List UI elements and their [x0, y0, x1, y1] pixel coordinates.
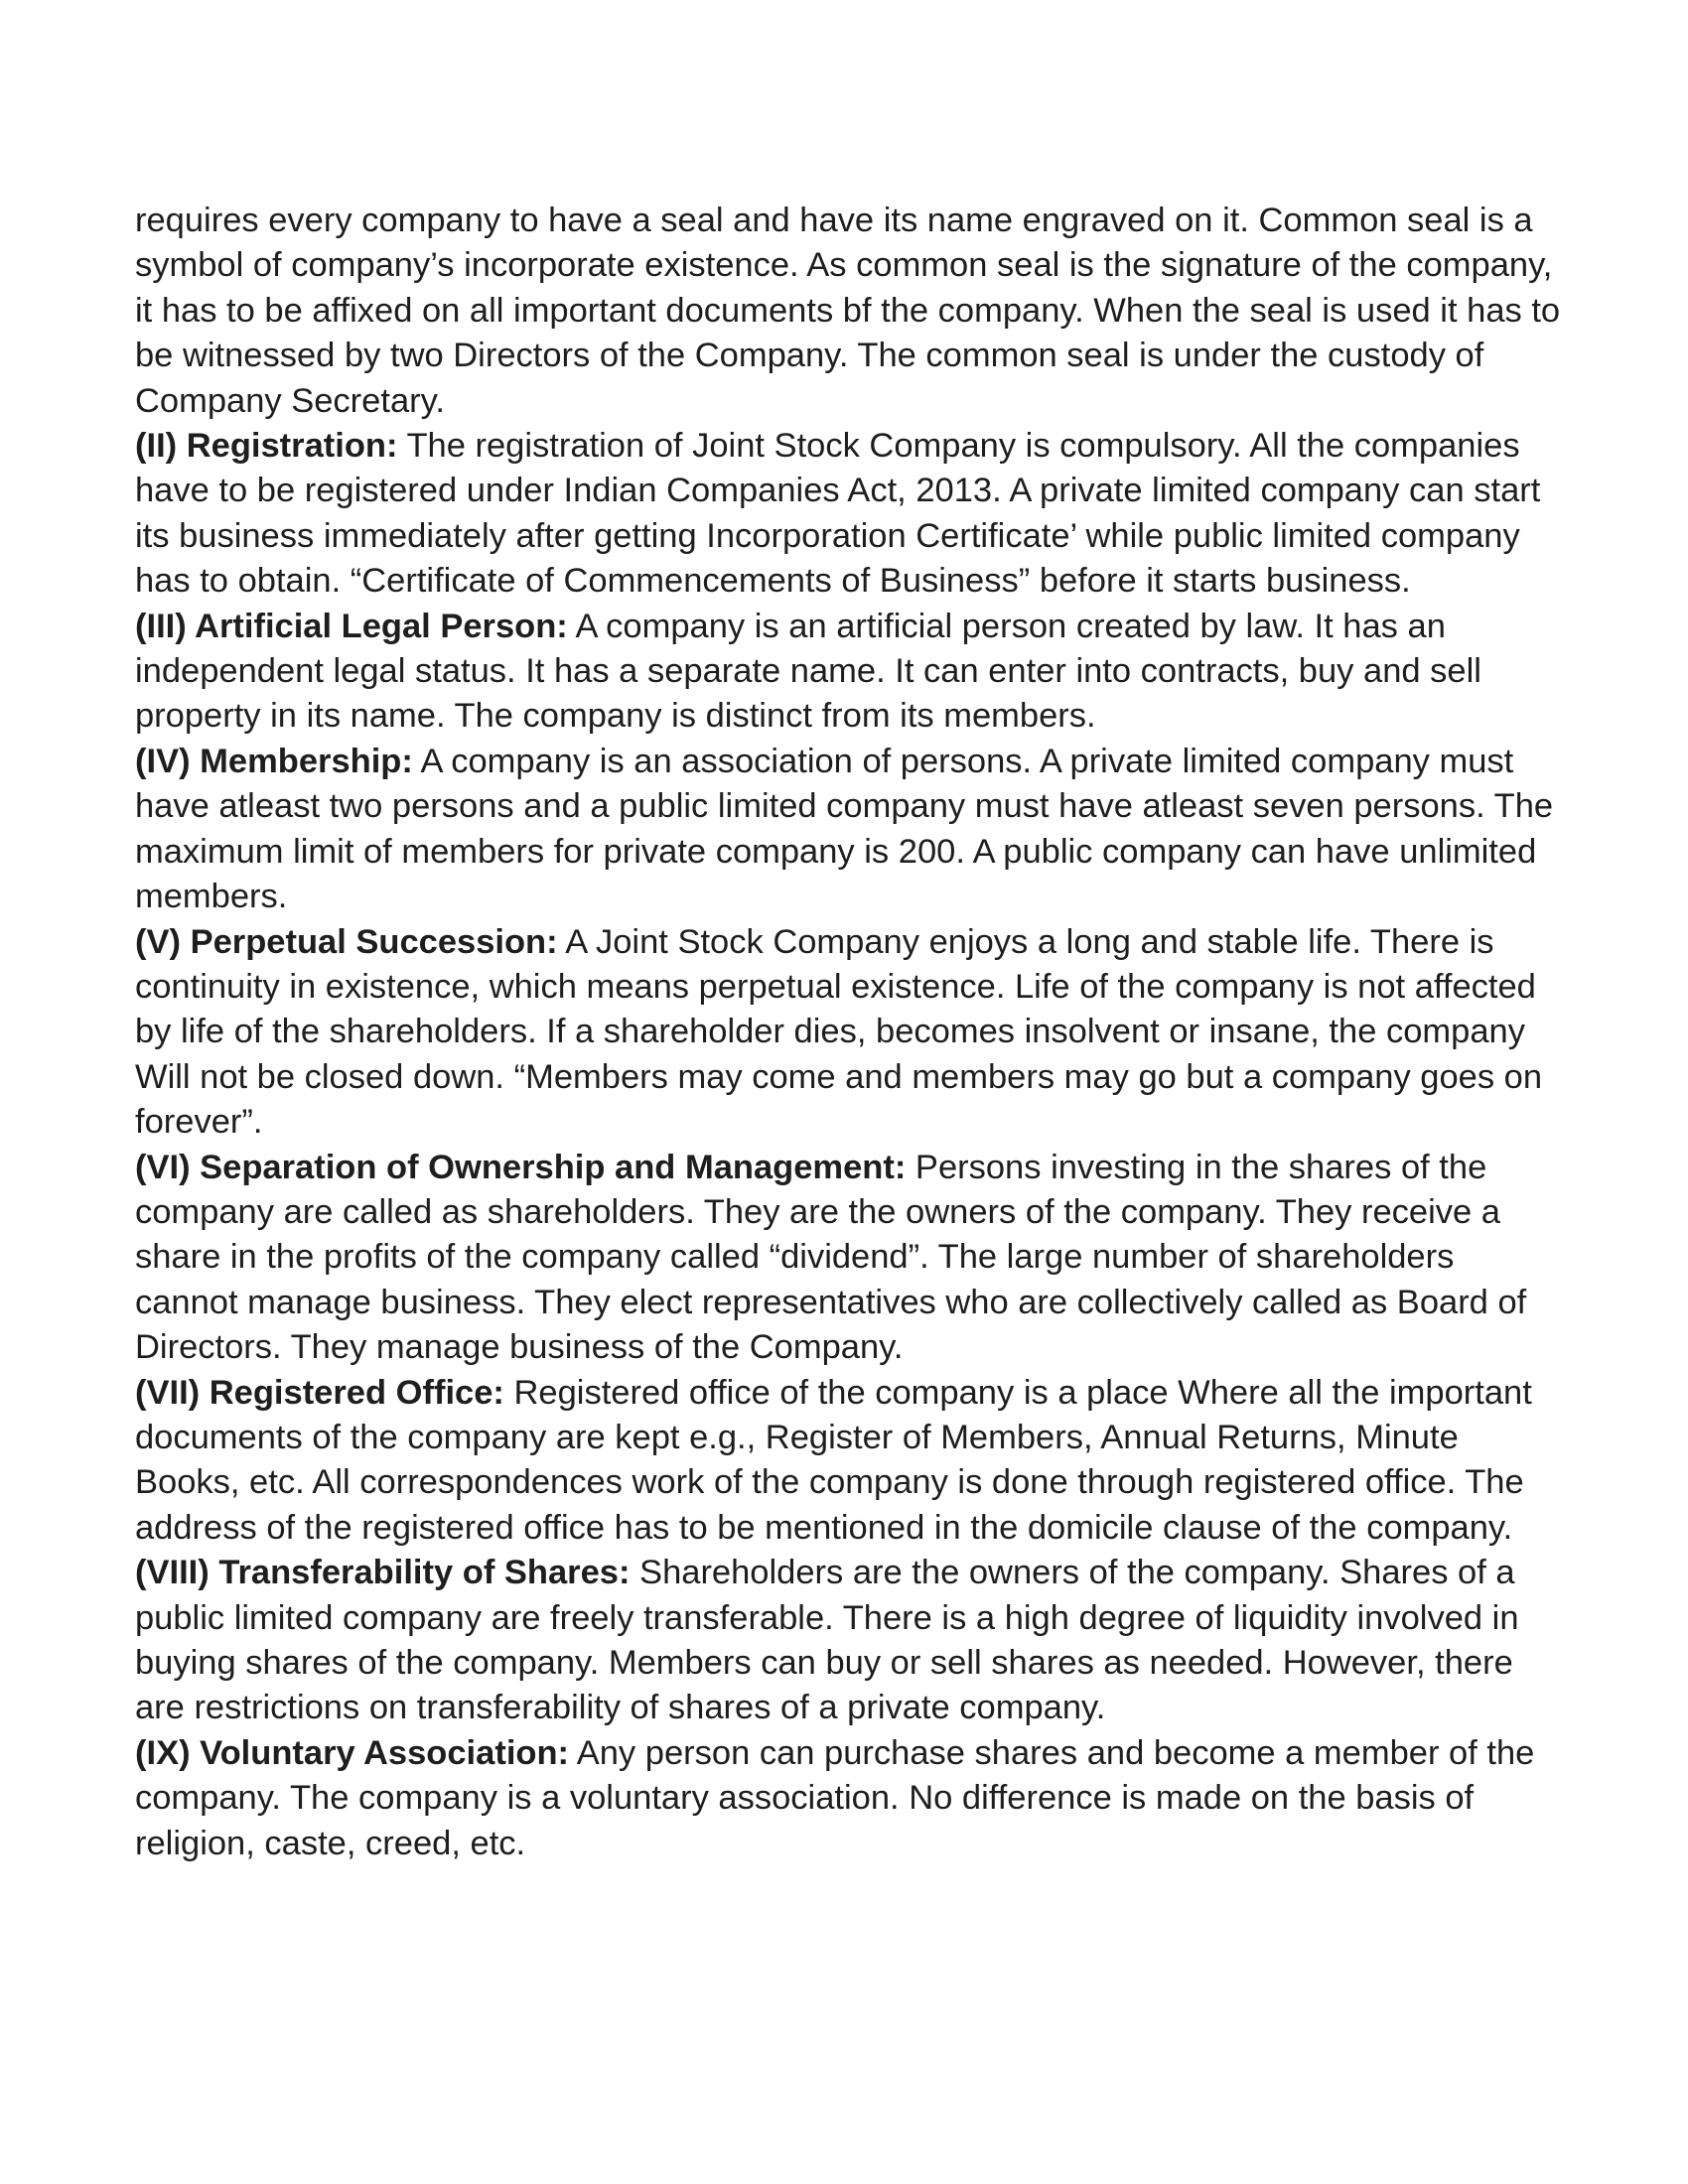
section-heading: (V) Perpetual Succession: — [135, 922, 558, 961]
section-membership — [135, 740, 1565, 920]
section-transferability-of-shares — [135, 1551, 1565, 1731]
section-body: A company is an artificial person created by law. It has an independent legal status. It has a separate name. It can enter into contracts, buy and sell property in its name. The company is distinct from its members. — [135, 607, 1481, 736]
section-heading: (III) Artificial Legal Person: — [135, 607, 568, 645]
section-registration — [135, 424, 1565, 605]
section-body: Any person can purchase shares and become a member of the company. The company is a voluntary association. No difference is made on the basis of religion, caste, creed, etc. — [135, 1733, 1535, 1862]
section-separation-of-ownership — [135, 1146, 1565, 1371]
section-heading: (IV) Membership: — [135, 742, 413, 780]
section-perpetual-succession — [135, 920, 1565, 1146]
section-heading: (VI) Separation of Ownership and Management: — [135, 1148, 907, 1186]
section-voluntary-association — [135, 1731, 1565, 1866]
section-heading: (II) Registration: — [135, 427, 398, 466]
section-heading: (VIII) Transferability of Shares: — [135, 1554, 631, 1592]
section-heading: (VII) Registered Office: — [135, 1373, 504, 1412]
section-body: Persons investing in the shares of the company are called as shareholders. They are the owners of the company. They receive a share in the profits of the company called “dividend”. The large number of shareholders cannot manage business. They elect representatives who are collectively called as Board of Directors. They manage business of the Company. — [135, 1148, 1527, 1367]
section-artificial-legal-person — [135, 605, 1565, 740]
section-body: Registered office of the company is a place Where all the important documents of the company are kept e.g., Register of Members, Annual Returns, Minute Books, etc. All correspondences work of the company is done through registered office. The address of the registered office has to be mentioned in the domicile clause of the company. — [135, 1373, 1532, 1547]
section-body: A Joint Stock Company enjoys a long and stable life. There is continuity in existence, which means perpetual existence. Life of the company is not affected by life of the shareholders. If a shareholder dies, becomes insolvent or insane, the company Will not be closed down. “Members may come and members may go but a company goes on forever”. — [135, 922, 1543, 1142]
document-page — [135, 199, 1565, 1866]
section-registered-office — [135, 1371, 1565, 1552]
section-body: The registration of Joint Stock Company is compulsory. All the companies have to be registered under Indian Companies Act, 2013. A private limited company can start its business immediately after getting Incorporation Certificate’ while public limited company has to obtain. “Certificate of Commencements of Business” before it starts business. — [135, 427, 1541, 601]
intro-paragraph: requires every company to have a seal and have its name engraved on it. Common seal is a symbol of company’s incorporate existence. As common seal is the signature of the company, it has to be affixed on all important documents bf the company. When the seal is used it has to be witnessed by two Directors of the Company. The common seal is under the custody of Company Secretary. — [135, 202, 1561, 420]
section-body: A company is an association of persons. A private limited company must have atleast two persons and a public limited company must have atleast seven persons. The maximum limit of members for private company is 200. A public company can have unlimited members. — [135, 742, 1554, 916]
section-body: Shareholders are the owners of the company. Shares of a public limited company are freely transferable. There is a high degree of liquidity involved in buying shares of the company. Members can buy or sell shares as needed. However, there are restrictions on transferability of shares of a private company. — [135, 1554, 1519, 1727]
section-heading: (IX) Voluntary Association: — [135, 1733, 570, 1772]
